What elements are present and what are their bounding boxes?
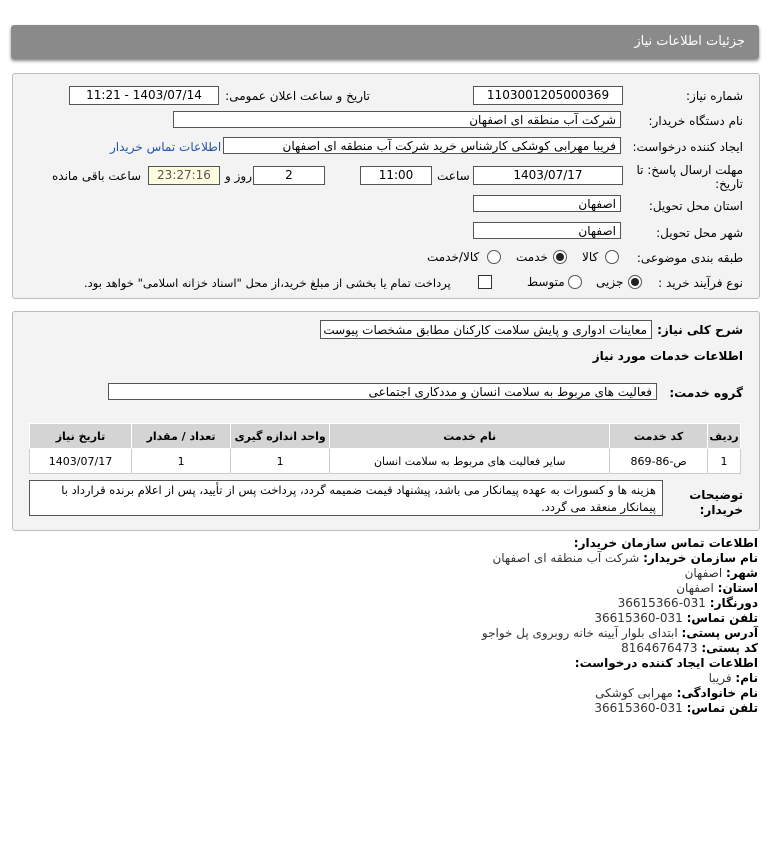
creator-name-line — [709, 671, 758, 685]
col-header-need-date: تاریخ نیاز — [30, 424, 132, 449]
buyer-phone-label: تلفن تماس: — [686, 611, 758, 625]
col-header-quantity: تعداد / مقدار — [132, 424, 231, 449]
buyer-contact-link[interactable]: اطلاعات تماس خریدار — [110, 140, 222, 154]
buyer-address-label: آدرس پستی: — [681, 626, 758, 640]
col-header-row-number: ردیف — [708, 424, 741, 449]
creator-family-line — [595, 686, 758, 700]
need-number-field: 1103001205000369 — [473, 86, 623, 105]
category-label: طبقه بندی موضوعی: — [636, 251, 743, 265]
creator-name-value: فریبا — [708, 671, 732, 685]
buyer-province-label: استان: — [717, 581, 758, 595]
category-radio-goods[interactable] — [605, 250, 619, 264]
city-label: شهر محل تحویل: — [656, 226, 743, 240]
buyer-label: نام دستگاه خریدار: — [648, 114, 743, 128]
city-field: اصفهان — [473, 222, 621, 239]
creator-label: ایجاد کننده درخواست: — [632, 140, 743, 154]
cell-unit: 1 — [231, 449, 330, 474]
creator-contact-title-text: اطلاعات ایجاد کننده درخواست: — [574, 656, 758, 670]
notes-label-2: خریدار: — [699, 503, 743, 517]
category-radio-service[interactable] — [553, 250, 567, 264]
process-label: نوع فرآیند خرید : — [658, 276, 743, 290]
announce-label: تاریخ و ساعت اعلان عمومی: — [225, 89, 370, 103]
deadline-time-field: 11:00 — [360, 166, 432, 185]
buyer-address-line — [482, 626, 758, 640]
page-header — [11, 25, 759, 59]
buyer-org-value: شرکت آب منطقه ای اصفهان — [492, 551, 640, 565]
creator-family-value: مهرابی کوشکی — [595, 686, 673, 700]
table-header-row — [30, 424, 741, 449]
buyer-city-line — [685, 566, 758, 580]
category-option-goods: کالا — [582, 250, 599, 264]
creator-contact-title — [575, 656, 758, 670]
deadline-days-field: 2 — [253, 166, 325, 185]
buyer-fax-label: دورنگار: — [709, 596, 758, 610]
province-field: اصفهان — [473, 195, 621, 212]
need-info-panel — [12, 73, 760, 299]
summary-field: معاینات ادواری و پایش سلامت کارکنان مطابق مشخصات پیوست — [320, 320, 652, 339]
creator-field: فریبا مهرابی کوشکی کارشناس خرید شرکت آب منطقه ای اصفهان — [223, 137, 621, 154]
buyer-org-line — [492, 551, 758, 565]
creator-family-label: نام خانوادگی: — [676, 686, 758, 700]
service-group-label: گروه خدمت: — [669, 386, 743, 400]
category-option-service: خدمت — [516, 250, 548, 264]
deadline-label-2: تاریخ: — [715, 177, 743, 191]
cell-service-name: سایر فعالیت های مربوط به سلامت انسان — [330, 449, 610, 474]
creator-phone-line — [594, 701, 758, 715]
buyer-postal-line — [621, 641, 758, 655]
page-title: جزئیات اطلاعات نیاز — [634, 34, 745, 49]
buyer-fax-line — [618, 596, 758, 610]
buyer-postal-value: 8164676473 — [621, 641, 698, 655]
province-label: استان محل تحویل: — [648, 199, 743, 213]
cell-service-code: ص-86-869 — [610, 449, 708, 474]
table-row — [30, 449, 741, 474]
process-radio-medium[interactable] — [568, 275, 582, 289]
need-number-label: شماره نیاز: — [686, 89, 743, 103]
cell-need-date: 1403/07/17 — [30, 449, 132, 474]
treasury-payment-text: پرداخت تمام یا بخشی از مبلغ خرید،از محل "اسناد خزانه اسلامی" خواهد بود. — [84, 276, 451, 290]
summary-label: شرح کلی نیاز: — [657, 323, 743, 337]
cell-quantity: 1 — [132, 449, 231, 474]
buyer-postal-label: کد پستی: — [701, 641, 758, 655]
process-option-medium: متوسط — [527, 275, 565, 289]
services-title: اطلاعات خدمات مورد نیاز — [592, 349, 743, 363]
creator-phone-label: تلفن تماس: — [686, 701, 758, 715]
announce-field: 1403/07/14 - 11:21 — [69, 86, 219, 105]
buyer-contact-title-text: اطلاعات تماس سازمان خریدار: — [573, 536, 758, 550]
process-option-minor: جزیی — [596, 275, 624, 289]
deadline-time-label: ساعت — [437, 169, 470, 183]
deadline-days-label: روز و — [225, 169, 252, 183]
notes-label-1: توضیحات — [689, 488, 743, 502]
buyer-city-value: اصفهان — [684, 566, 723, 580]
service-group-field: فعالیت های مربوط به سلامت انسان و مددکاری اجتماعی — [108, 383, 657, 400]
buyer-address-value: ابتدای بلوار آیینه خانه روبروی پل خواجو — [481, 626, 678, 640]
deadline-date-field: 1403/07/17 — [473, 166, 623, 185]
buyer-province-line — [676, 581, 758, 595]
creator-name-label: نام: — [735, 671, 758, 685]
buyer-phone-value: 031-36615360 — [594, 611, 683, 625]
buyer-contact-title — [574, 536, 758, 550]
services-table — [29, 423, 741, 474]
buyer-province-value: اصفهان — [676, 581, 714, 595]
cell-row-number: 1 — [708, 449, 741, 474]
buyer-field: شرکت آب منطقه ای اصفهان — [173, 111, 621, 128]
creator-phone-value: 031-36615360 — [594, 701, 683, 715]
deadline-label-1: مهلت ارسال پاسخ: تا — [636, 163, 743, 177]
category-radio-goods-service[interactable] — [487, 250, 501, 264]
col-header-unit: واحد اندازه گیری — [231, 424, 330, 449]
col-header-service-name: نام خدمت — [330, 424, 610, 449]
col-header-service-code: کد خدمت — [610, 424, 708, 449]
treasury-payment-checkbox[interactable] — [478, 275, 492, 289]
buyer-org-label: نام سازمان خریدار: — [643, 551, 758, 565]
process-radio-minor[interactable] — [628, 275, 642, 289]
remaining-time-label: ساعت باقی مانده — [52, 169, 142, 183]
remaining-time-field: 23:27:16 — [148, 166, 220, 185]
category-option-goods-service: کالا/خدمت — [427, 250, 480, 264]
buyer-fax-value: 031-36615366 — [617, 596, 706, 610]
buyer-city-label: شهر: — [726, 566, 758, 580]
buyer-phone-line — [594, 611, 758, 625]
notes-field: هزینه ها و کسورات به عهده پیمانکار می باشد، پیشنهاد قیمت ضمیمه گردد، پرداخت پس از تأیید، پس از اعلام برنده قرارداد با پیمانکار منعقد می گردد. — [29, 480, 663, 516]
